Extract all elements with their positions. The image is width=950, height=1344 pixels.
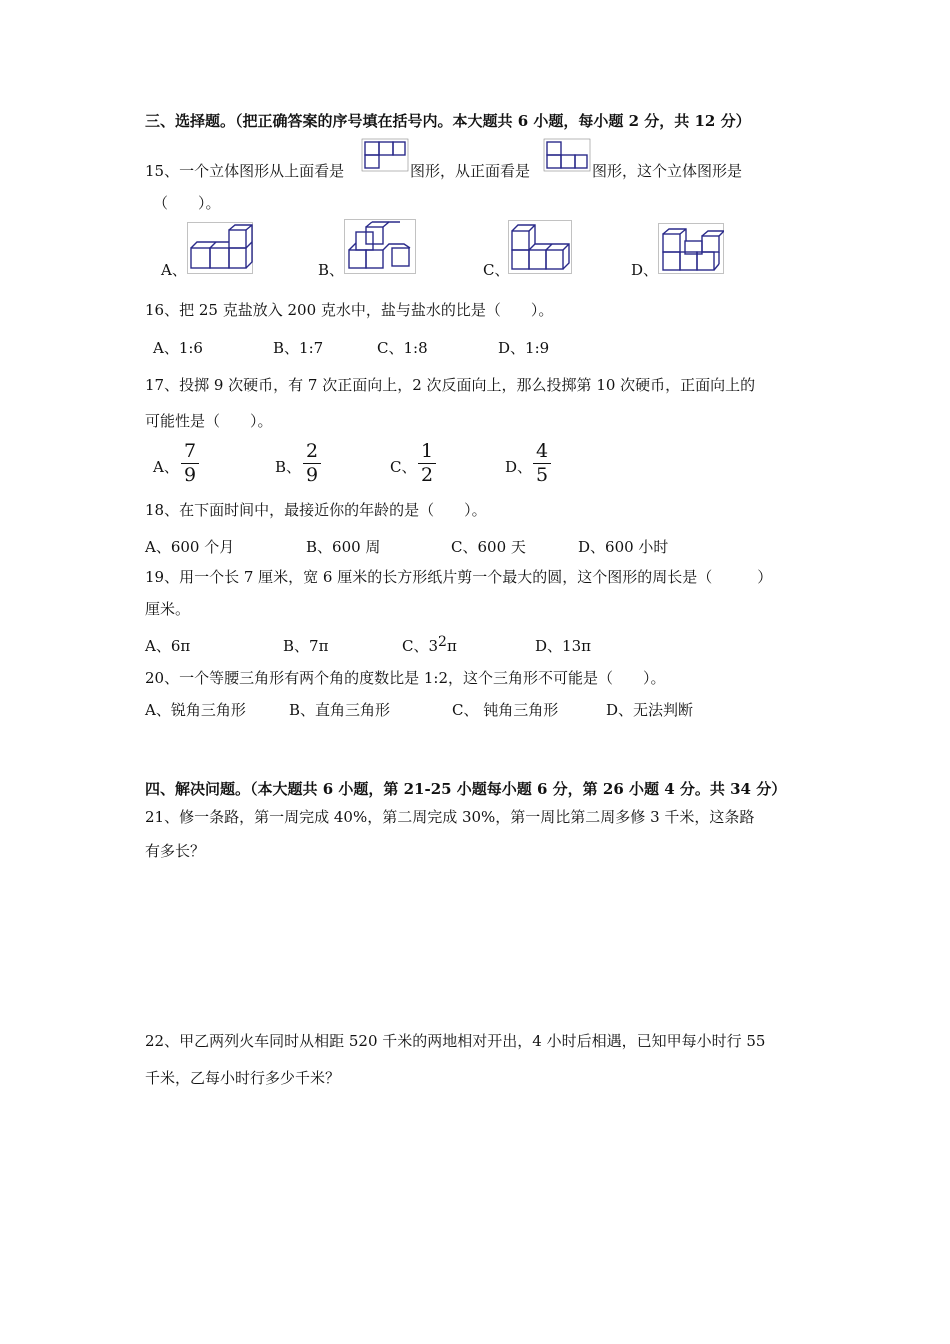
q17-line-1: 17、投掷 9 次硬币，有 7 次正面向上，2 次反面向上，那么投掷第 10 次硬币，正面向上的 [145, 376, 756, 394]
q15-option-d-label: D、 [631, 261, 659, 279]
q15-option-c-label: C、 [483, 261, 510, 279]
q17-line-2: 可能性是（ ）。 [145, 412, 273, 430]
q18-option-c: C、600 天 [451, 538, 526, 556]
q21-answer-area[interactable] [145, 866, 805, 1016]
q19-option-c-text: C、3 [402, 637, 439, 655]
fraction-denominator: 2 [420, 464, 434, 486]
fraction-denominator: 9 [305, 464, 319, 486]
q20-option-b: B、直角三角形 [289, 701, 391, 719]
q19-option-d: D、13π [535, 637, 591, 655]
q22-line-2: 千米，乙每小时行多少千米？ [145, 1069, 341, 1087]
q19-option-a: A、6π [145, 637, 191, 655]
fraction-numerator: 4 [535, 440, 549, 462]
q19-line-2: 厘米。 [145, 600, 191, 618]
q20-option-c: C、 钝角三角形 [452, 701, 559, 719]
q20-option-a: A、锐角三角形 [145, 701, 246, 719]
q18-option-a: A、600 个月 [145, 538, 235, 556]
q15-text-a: 15、一个立体图形从上面看是 [145, 162, 345, 180]
q20-option-d: D、无法判断 [606, 701, 694, 719]
q15-option-c-figure [508, 220, 572, 274]
q19-option-c-sup: 2 [438, 634, 447, 650]
q16-option-c: C、1:8 [377, 339, 428, 357]
front-view-figure [543, 138, 592, 172]
q15-option-a-label: A、 [161, 261, 187, 279]
q17-option-d-fraction [533, 442, 551, 485]
q15-answer-blank: （ ）。 [153, 194, 221, 212]
q19-option-b: B、7π [283, 637, 329, 655]
q15-option-a-figure [187, 222, 253, 274]
q18-option-b: B、600 周 [306, 538, 381, 556]
q21-line-2: 有多长？ [145, 842, 206, 860]
q15-option-b-label: B、 [318, 261, 345, 279]
q18-option-d: D、600 小时 [578, 538, 669, 556]
q19-option-c-pi: π [446, 637, 457, 655]
q17-option-b-fraction [303, 442, 321, 485]
q16-option-b: B、1:7 [273, 339, 324, 357]
q16-text: 16、把 25 克盐放入 200 克水中，盐与盐水的比是（ ）。 [145, 301, 554, 319]
q17-option-d-label: D、 [505, 458, 533, 476]
q22-answer-area[interactable] [145, 1095, 805, 1295]
q15-option-d-figure [658, 223, 724, 274]
q19-option-c [402, 635, 457, 656]
fraction-denominator: 9 [183, 464, 197, 486]
section-4-heading: 四、解决问题。（本大题共 6 小题，第 21-25 小题每小题 6 分，第 26 小题 4 分。共 34 分） [145, 780, 787, 798]
q15-text-c: 图形，这个立体图形是 [592, 162, 743, 180]
q17-option-c-fraction [418, 442, 436, 485]
q17-option-b-label: B、 [275, 458, 302, 476]
fraction-numerator: 2 [305, 440, 319, 462]
q20-text: 20、一个等腰三角形有两个角的度数比是 1:2，这个三角形不可能是（ ）。 [145, 669, 666, 687]
fraction-numerator: 7 [183, 440, 197, 462]
fraction-numerator: 1 [420, 440, 434, 462]
q16-option-a: A、1:6 [153, 339, 203, 357]
q17-option-a-fraction [181, 442, 199, 485]
q19-line-1: 19、用一个长 7 厘米，宽 6 厘米的长方形纸片剪一个最大的圆，这个图形的周长是（ ） [145, 568, 773, 586]
q16-option-d: D、1:9 [498, 339, 550, 357]
q22-line-1: 22、甲乙两列火车同时从相距 520 千米的两地相对开出，4 小时后相遇，已知甲每小时行 55 [145, 1032, 766, 1050]
fraction-denominator: 5 [535, 464, 549, 486]
q15-option-b-figure [344, 219, 416, 274]
q17-option-c-label: C、 [390, 458, 417, 476]
section-3-heading: 三、选择题。（把正确答案的序号填在括号内。本大题共 6 小题，每小题 2 分，共 12 分） [145, 112, 751, 130]
q17-option-a-label: A、 [153, 458, 179, 476]
q18-text: 18、在下面时间中，最接近你的年龄的是（ ）。 [145, 501, 487, 519]
q15-text-b: 图形，从正面看是 [410, 162, 531, 180]
top-view-figure [361, 138, 410, 172]
q21-line-1: 21、修一条路，第一周完成 40%，第二周完成 30%，第一周比第二周多修 3 千米，这条路 [145, 808, 755, 826]
